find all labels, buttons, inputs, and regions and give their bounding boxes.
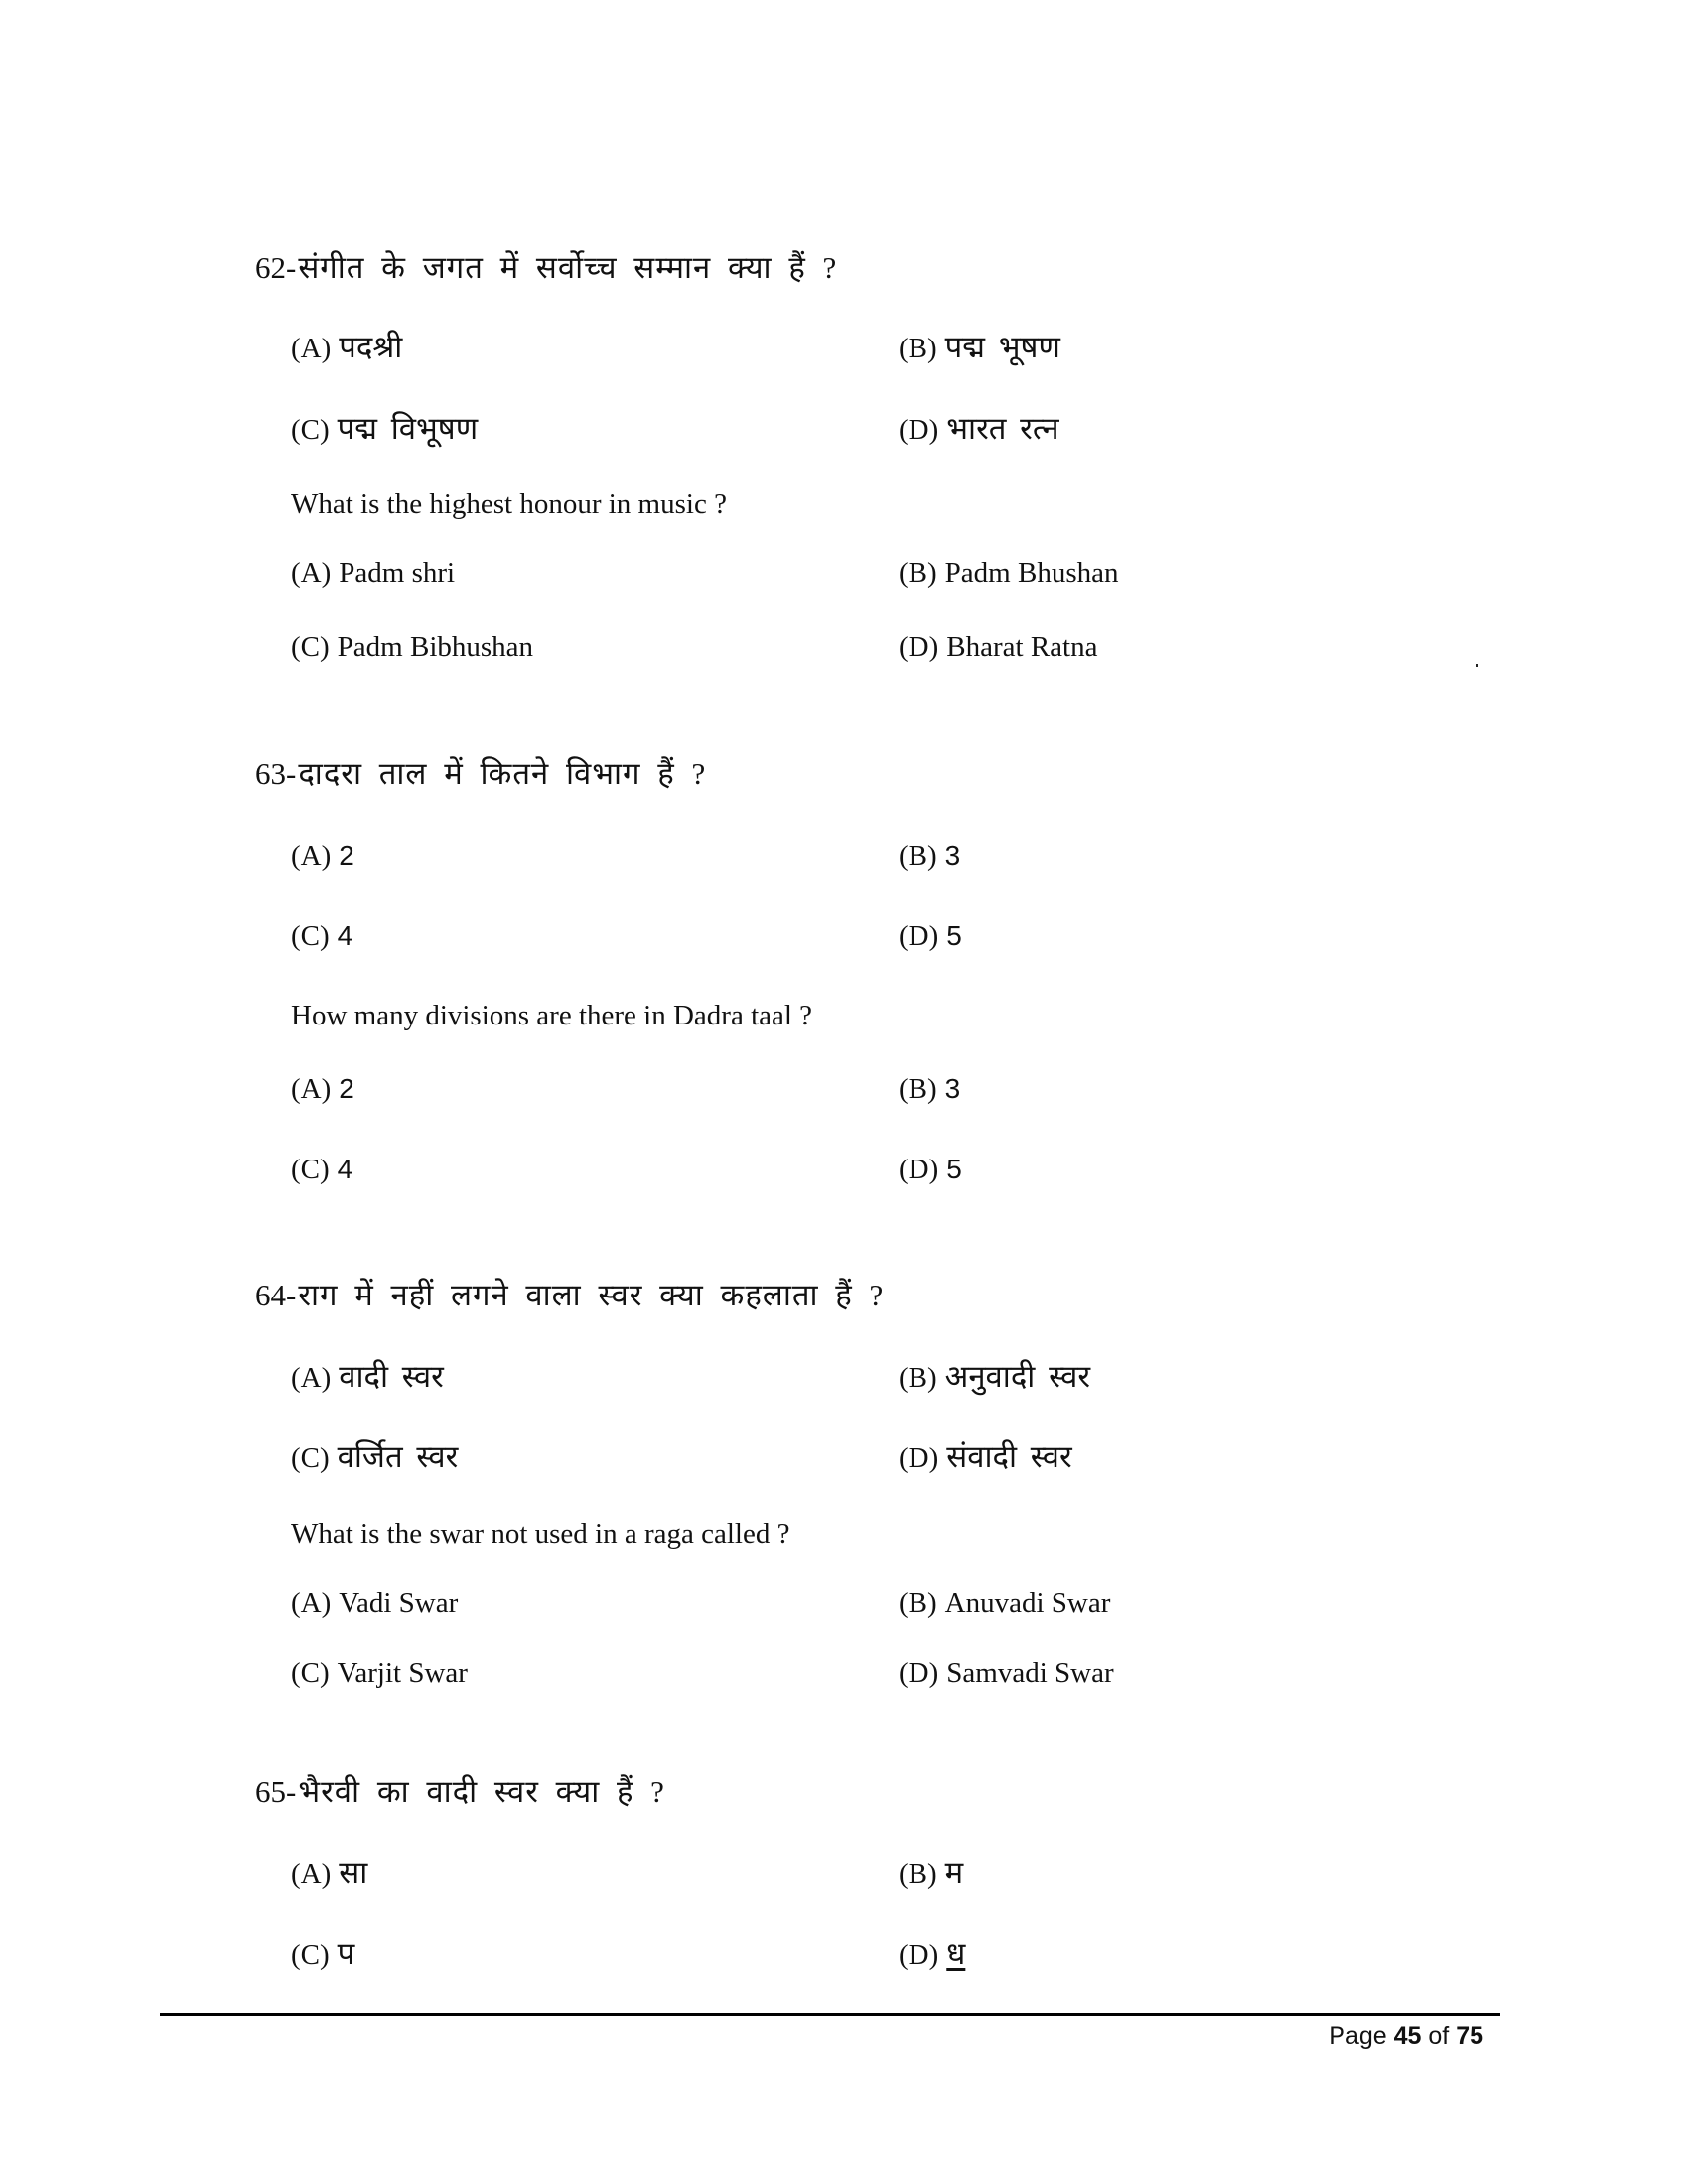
option-d: (D) 5 — [899, 1154, 962, 1185]
option-a: (A) 2 — [291, 840, 354, 872]
option-d: (D) Bharat Ratna — [899, 631, 1098, 663]
question-text: What is the swar not used in a raga called ? — [291, 1518, 790, 1550]
question-62-english-options-ab — [0, 551, 1688, 595]
question-63-english-options-ab — [0, 1067, 1688, 1111]
question-65-hindi — [0, 1770, 1688, 1814]
option-a: (A) वादी स्वर — [291, 1359, 444, 1394]
option-a: (A) पदश्री — [291, 330, 403, 364]
option-b: (B) Padm Bhushan — [899, 557, 1119, 589]
question-64-hindi-options-ab — [0, 1355, 1688, 1399]
footer-rule — [160, 2013, 1500, 2016]
question-text: How many divisions are there in Dadra taal ? — [291, 1000, 813, 1031]
question-63-english — [0, 994, 1688, 1037]
option-b: (B) Anuvadi Swar — [899, 1587, 1111, 1619]
page-prefix: Page — [1329, 2022, 1387, 2050]
question-text: 62-संगीत के जगत में सर्वोच्च सम्मान क्या हैं ? — [255, 250, 838, 285]
option-b: (B) पद्म भूषण — [899, 330, 1060, 364]
question-text: 63-दादरा ताल में कितने विभाग हैं ? — [255, 756, 707, 791]
question-63-hindi-options-cd — [0, 914, 1688, 958]
question-text: What is the highest honour in music ? — [291, 488, 727, 520]
question-64-english-options-cd — [0, 1651, 1688, 1695]
option-c: (C) प — [291, 1936, 355, 1971]
option-b: (B) 3 — [899, 1073, 961, 1105]
question-63-hindi — [0, 752, 1688, 796]
question-62-hindi — [0, 246, 1688, 290]
option-d: (D) भारत रत्न — [899, 411, 1059, 446]
question-64-hindi — [0, 1274, 1688, 1317]
option-a: (A) 2 — [291, 1073, 354, 1105]
page-total: 75 — [1456, 2022, 1483, 2050]
option-b: (B) अनुवादी स्वर — [899, 1359, 1091, 1394]
stray-dot-artifact — [1476, 664, 1478, 667]
option-c: (C) पद्म विभूषण — [291, 411, 479, 446]
option-d: (D) 5 — [899, 920, 962, 952]
question-62-hindi-options-ab — [0, 326, 1688, 369]
page-number — [1329, 2018, 1483, 2054]
question-63-hindi-options-ab — [0, 834, 1688, 878]
page-current: 45 — [1393, 2022, 1422, 2050]
option-b: (B) म — [899, 1855, 964, 1890]
option-a: (A) सा — [291, 1855, 368, 1890]
option-d: (D) संवादी स्वर — [899, 1439, 1072, 1474]
option-d: (D) ध — [899, 1936, 966, 1971]
question-text: 65-भैरवी का वादी स्वर क्या हैं ? — [255, 1774, 665, 1809]
option-d: (D) Samvadi Swar — [899, 1657, 1114, 1689]
question-65-hindi-options-cd — [0, 1932, 1688, 1976]
option-a: (A) Padm shri — [291, 557, 456, 589]
question-64-hindi-options-cd — [0, 1435, 1688, 1479]
option-c: (C) Varjit Swar — [291, 1657, 468, 1689]
question-65-hindi-options-ab — [0, 1851, 1688, 1895]
option-c: (C) Padm Bibhushan — [291, 631, 534, 663]
option-c: (C) 4 — [291, 920, 353, 952]
option-a: (A) Vadi Swar — [291, 1587, 459, 1619]
option-c: (C) 4 — [291, 1154, 353, 1185]
question-62-hindi-options-cd — [0, 407, 1688, 451]
question-62-english-options-cd — [0, 625, 1688, 669]
question-64-english — [0, 1512, 1688, 1556]
page-sep: of — [1428, 2022, 1450, 2050]
question-63-english-options-cd — [0, 1148, 1688, 1191]
question-text: 64-राग में नहीं लगने वाला स्वर क्या कहलाता हैं ? — [255, 1278, 885, 1312]
question-64-english-options-ab — [0, 1581, 1688, 1625]
option-c: (C) वर्जित स्वर — [291, 1439, 459, 1474]
question-62-english — [0, 482, 1688, 526]
option-b: (B) 3 — [899, 840, 961, 872]
